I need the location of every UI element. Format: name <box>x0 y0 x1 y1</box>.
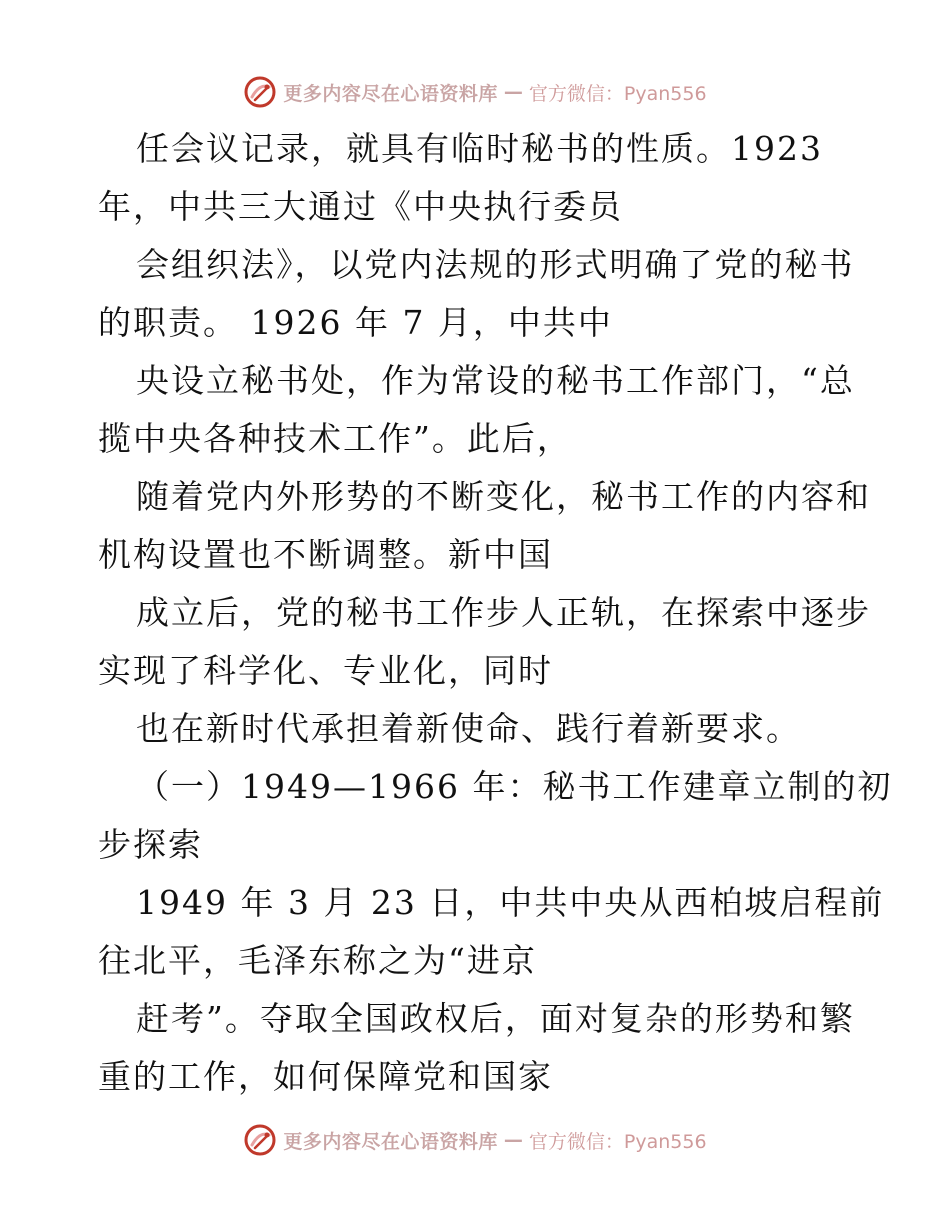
text-line: 机构设置也不断调整。新中国 <box>98 535 553 574</box>
section-heading-line: （一）1949—1966 年：秘书工作建章立制的初 <box>136 767 893 806</box>
watermark-account-text: 官方微信：Pyan556 <box>528 1130 707 1153</box>
text-line: 赶考”。夺取全国政权后，面对复杂的形势和繁 <box>136 999 855 1038</box>
text-line: 也在新时代承担着新使命、践行着新要求。 <box>136 709 801 748</box>
watermark-account-text: 官方微信：Pyan556 <box>528 82 707 105</box>
watermark-main-text: 更多内容尽在心语资料库 <box>283 82 498 105</box>
text-line: 年，中共三大通过《中央执行委员 <box>98 187 623 226</box>
text-line: 的职责。 1926 年 7 月，中共中 <box>98 303 613 342</box>
text-line: 央设立秘书处，作为常设的秘书工作部门，“总 <box>136 361 855 400</box>
text-line: 揽中央各种技术工作”。此后， <box>98 419 572 458</box>
watermark-logo-icon <box>243 1123 277 1157</box>
text-line: 重的工作，如何保障党和国家 <box>98 1057 553 1096</box>
text-line: 成立后，党的秘书工作步人正轨，在探索中逐步 <box>136 593 871 632</box>
text-line: 会组织法》，以党内法规的形式明确了党的秘书 <box>136 245 855 284</box>
watermark-logo-icon <box>243 75 277 109</box>
watermark-footer <box>0 1120 950 1160</box>
watermark-separator: — <box>503 1129 523 1151</box>
text-line: 往北平，毛泽东称之为“进京 <box>98 941 537 980</box>
section-heading-line: 步探索 <box>98 825 203 864</box>
watermark-separator: — <box>503 81 523 103</box>
text-line: 实现了科学化、专业化，同时 <box>98 651 553 690</box>
text-line: 随着党内外形势的不断变化，秘书工作的内容和 <box>136 477 871 516</box>
document-body <box>98 120 893 1106</box>
text-line: 任会议记录，就具有临时秘书的性质。1923 <box>136 129 823 168</box>
text-line: 1949 年 3 月 23 日，中共中央从西柏坡启程前 <box>136 883 885 922</box>
watermark-header <box>0 72 950 112</box>
watermark-main-text: 更多内容尽在心语资料库 <box>283 1130 498 1153</box>
